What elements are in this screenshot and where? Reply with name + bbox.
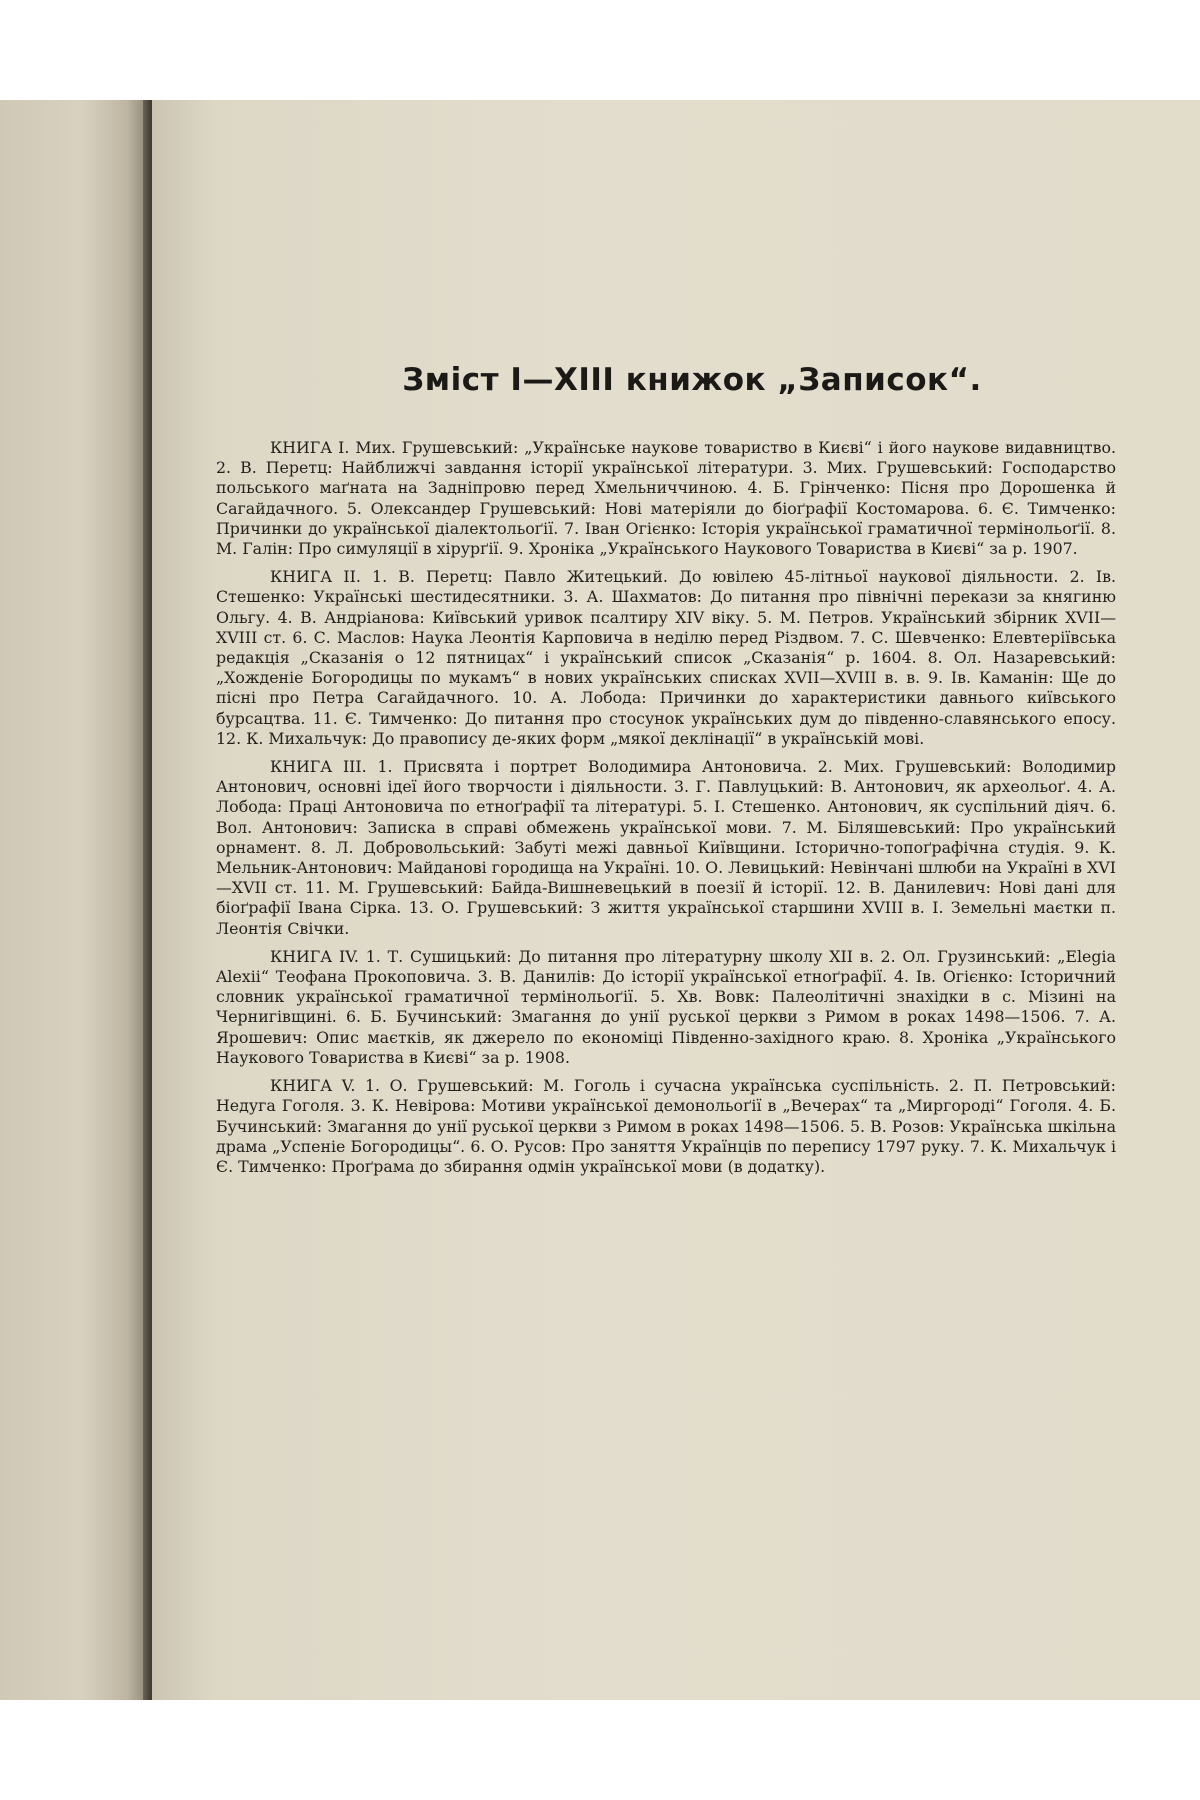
page-title: Зміст I—XIII книжок „Записок“. <box>402 362 982 398</box>
book-contents: Мих. Грушевський: „Українське наукове товариство в Києві“ і його наукове видавництво. 2. В. Перетц: Найближчі завдання історії української літератури. 3. Мих. Грушевський: Господарство польського маґната на Задніпровю перед Хмельниччиною. 4. Б. Грінченко: Пісня про Дорошенка й Сагайдачного. 5. Олександер Грушевський: Нові матеріяли до біоґрафії Костомарова. 6. Є. Тимченко: Причинки до української діалектольоґії. 7. Іван Огієнко: Історія української граматичної термінольоґії. 8. М. Галін: Про симуляції в хірурґії. 9. Хроніка „Українського Наукового Товариства в Києві“ за р. 1907. <box>216 438 1117 559</box>
book-contents: 1. Присвята і портрет Володимира Антоновича. 2. Мих. Грушевський: Володимир Антонович, основні ідеї його творчости і діяльности. 3. Г. Павлуцький: В. Антонович, як археольоґ. 4. А. Лобода: Праці Антоновича по етноґрафії та літературі. 5. І. Стешенко. Антонович, як суспільний діяч. 6. Вол. Антонович: Записка в справі обмежень української мови. 7. М. Біляшевський: Про український орнамент. 8. Л. Добровольський: Забуті межі давньої Київщини. Історично-топоґрафічна студія. 9. К. Мельник-Антонович: Майданові городища на Україні. 10. О. Левицький: Невінчані шлюби на Україні в XVI—XVII ст. 11. М. Грушевський: Байда-Вишневецький в поезії й історії. 12. В. Данилевич: Нові дані для біоґрафії Івана Сірка. 13. О. Грушевський: З життя української старшини XVIII в. I. Земельні маєтки п. Леонтія Свічки. <box>216 757 1116 938</box>
table-of-contents <box>216 438 1116 1185</box>
book-label: КНИГА V. <box>270 1076 356 1096</box>
book-contents: 1. О. Грушевський: М. Гоголь і сучасна українська суспільність. 2. П. Петровський: Недуга Гоголя. 3. К. Невірова: Мотиви української демонольоґії в „Вечерах“ та „Миргороді“ Гоголя. 4. Б. Бучинський: Змагання до унії руської церкви з Римом в роках 1498—1506. 5. В. Розов: Українська шкільна драма „Успеніе Богородицы“. 6. О. Русов: Про заняття Українців по перепису 1797 руку. 7. К. Михальчук і Є. Тимченко: Проґрама до збирання одмін української мови (в додатку). <box>216 1076 1116 1176</box>
book-label: КНИГА II. <box>270 567 361 587</box>
book-label: КНИГА IV. <box>270 946 359 966</box>
book-contents: 1. Т. Сушицький: До питання про літературну школу XII в. 2. Ол. Грузинський: „Elegia Alexii“ Теофана Прокоповича. 3. В. Данилів: До історії української етноґрафії. 4. Ів. Огієнко: Історичний словник української граматичної термінольоґії. 5. Хв. Вовк: Палеолітичні знахідки в с. Мізині на Чернигівщині. 6. Б. Бучинський: Змагання до унії руської церкви з Римом в роках 1498—1506. 7. А. Ярошевич: Опис маєтків, як джерело по економіці Південно-західного краю. 8. Хроніка „Українського Наукового Товариства в Києві“ за р. 1908. <box>216 946 1116 1067</box>
page-content <box>212 100 1172 1700</box>
book-entry-1 <box>216 438 1116 559</box>
book-label: КНИГА I. <box>270 438 350 457</box>
book-contents: 1. В. Перетц: Павло Житецький. До ювілею 45-літньої наукової діяльности. 2. Ів. Стешенко: Українські шестидесятники. 3. А. Шахматов: До питання про північні перекази за княгиню Ольгу. 4. В. Андріанова: Київський уривок псалтиру XIV віку. 5. М. Петров. Український збірник XVII—XVIII ст. 6. С. Маслов: Наука Леонтія Карповича в неділю перед Різдвом. 7. С. Шевченко: Елевтеріївська редакція „Сказанія о 12 пятницах“ і український список „Сказанія“ р. 1604. 8. Ол. Назаревський: „Хожденіе Богородицы по мукамъ“ в нових українських списках XVII—XVIII в. в. 9. Ів. Каманін: Ще до пісні про Петра Сагайдачного. 10. А. Лобода: Причинки до характеристики давнього київського бурсацтва. 11. Є. Тимченко: До питання про стосунок українських дум до південно-славянського епосу. 12. К. Михальчук: До правопису де-яких форм „мякої деклінації“ в українській мові. <box>216 567 1116 748</box>
book-photo <box>0 100 1200 1700</box>
right-page <box>152 100 1200 1700</box>
book-label: КНИГА III. <box>270 757 367 777</box>
left-page <box>0 100 150 1700</box>
book-entry-3 <box>216 757 1116 939</box>
book-entry-2 <box>216 567 1116 749</box>
bottom-margin <box>0 1700 1200 1800</box>
book-entry-5 <box>216 1076 1116 1177</box>
book-entry-4 <box>216 947 1116 1068</box>
